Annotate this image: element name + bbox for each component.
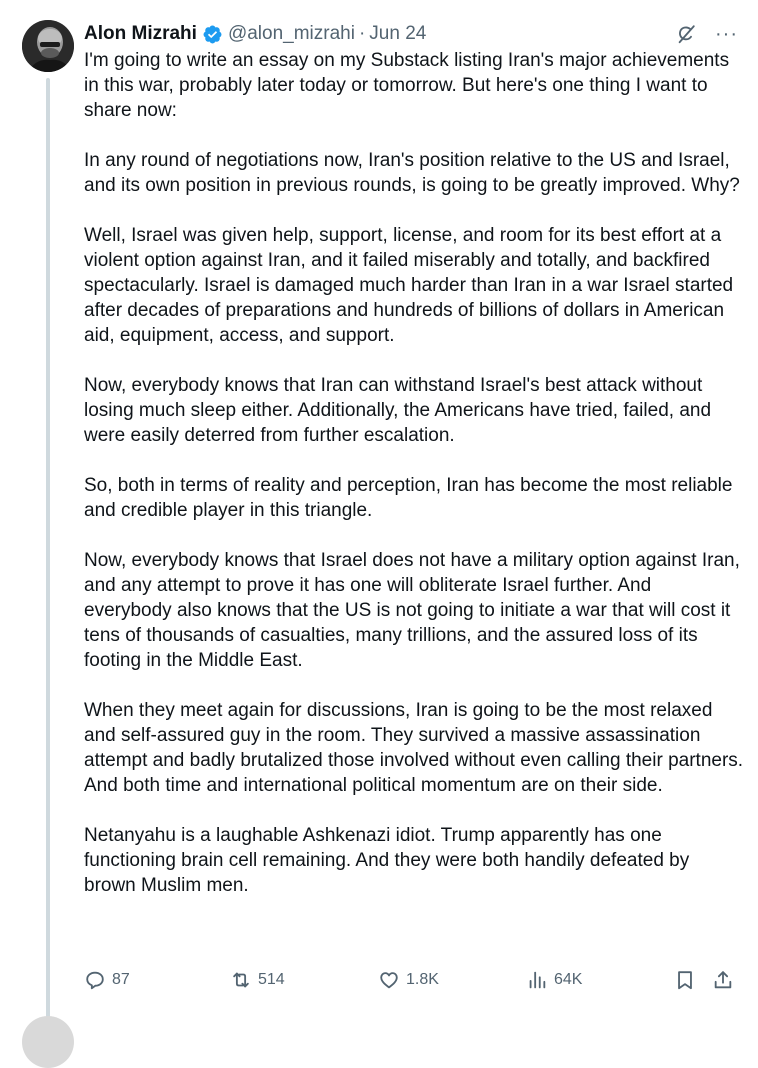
share-button[interactable]	[712, 969, 734, 991]
post-paragraph: I'm going to write an essay on my Substack listing Iran's major achievements in this war, probably later today or tomorrow. But here's one thing I want to share now:	[84, 50, 730, 121]
views-count: 64K	[554, 971, 583, 988]
more-options-icon[interactable]: ···	[715, 23, 738, 45]
views-button[interactable]	[526, 969, 582, 991]
post-header	[84, 20, 738, 48]
bookmark-icon	[674, 969, 696, 991]
share-icon	[712, 969, 734, 991]
post-paragraph: In any round of negotiations now, Iran's position relative to the US and Israel, and its own position in previous rounds, is going to be greatly improved. Why?	[84, 150, 740, 196]
post-body	[84, 48, 744, 898]
post-paragraph: So, both in terms of reality and perception, Iran has become the most reliable and credible player in this triangle.	[84, 475, 733, 521]
views-chart-icon	[526, 969, 548, 991]
thread-line	[46, 78, 50, 1038]
author-handle[interactable]: @alon_mizrahi	[227, 23, 355, 44]
heart-icon	[378, 969, 400, 991]
reply-icon	[84, 969, 106, 991]
repost-icon	[230, 969, 252, 991]
post-paragraph: Now, everybody knows that Israel does not have a military option against Iran, and any attempt to prove it has one will obliterate Israel further. And everybody also knows that the US is not going to initiate a war that will cost it tens of thousands of casualties, many trillions, and the assured loss of its footing in the Middle East.	[84, 550, 740, 671]
post-date[interactable]: Jun 24	[369, 23, 427, 44]
post-paragraph: Now, everybody knows that Iran can withstand Israel's best attack without losing much sleep either. Additionally, the Americans have tried, failed, and were easily deterred from further escalation.	[84, 375, 712, 446]
action-bar	[84, 967, 744, 995]
separator: ·	[358, 23, 366, 44]
grok-icon[interactable]	[675, 23, 697, 45]
like-count: 1.8K	[406, 971, 439, 988]
bookmark-button[interactable]	[674, 969, 696, 991]
repost-count: 514	[258, 971, 285, 988]
verified-badge-icon[interactable]	[202, 24, 223, 45]
reply-count: 87	[112, 971, 130, 988]
post-paragraph: Netanyahu is a laughable Ashkenazi idiot. Trump apparently has one functioning brain cell remaining. And they were both handily defeated by brown Muslim men.	[84, 825, 690, 896]
author-avatar[interactable]	[22, 20, 74, 72]
author-name[interactable]: Alon Mizrahi	[84, 23, 197, 44]
repost-button[interactable]	[230, 969, 285, 991]
reply-button[interactable]	[84, 969, 130, 991]
like-button[interactable]	[378, 969, 439, 991]
post-paragraph: When they meet again for discussions, Iran is going to be the most relaxed and self-assured guy in the room. They survived a massive assassination attempt and badly brutalized those involved without even calling their partners. And both time and international political momentum are on their side.	[84, 700, 744, 796]
post-paragraph: Well, Israel was given help, support, license, and room for its best effort at a violent option against Iran, and it failed miserably and totally, and backfired spectacularly. Israel is damaged much harder than Iran in a war Israel started after decades of preparations and hundreds of billions of dollars in American aid, equipment, access, and support.	[84, 225, 734, 346]
